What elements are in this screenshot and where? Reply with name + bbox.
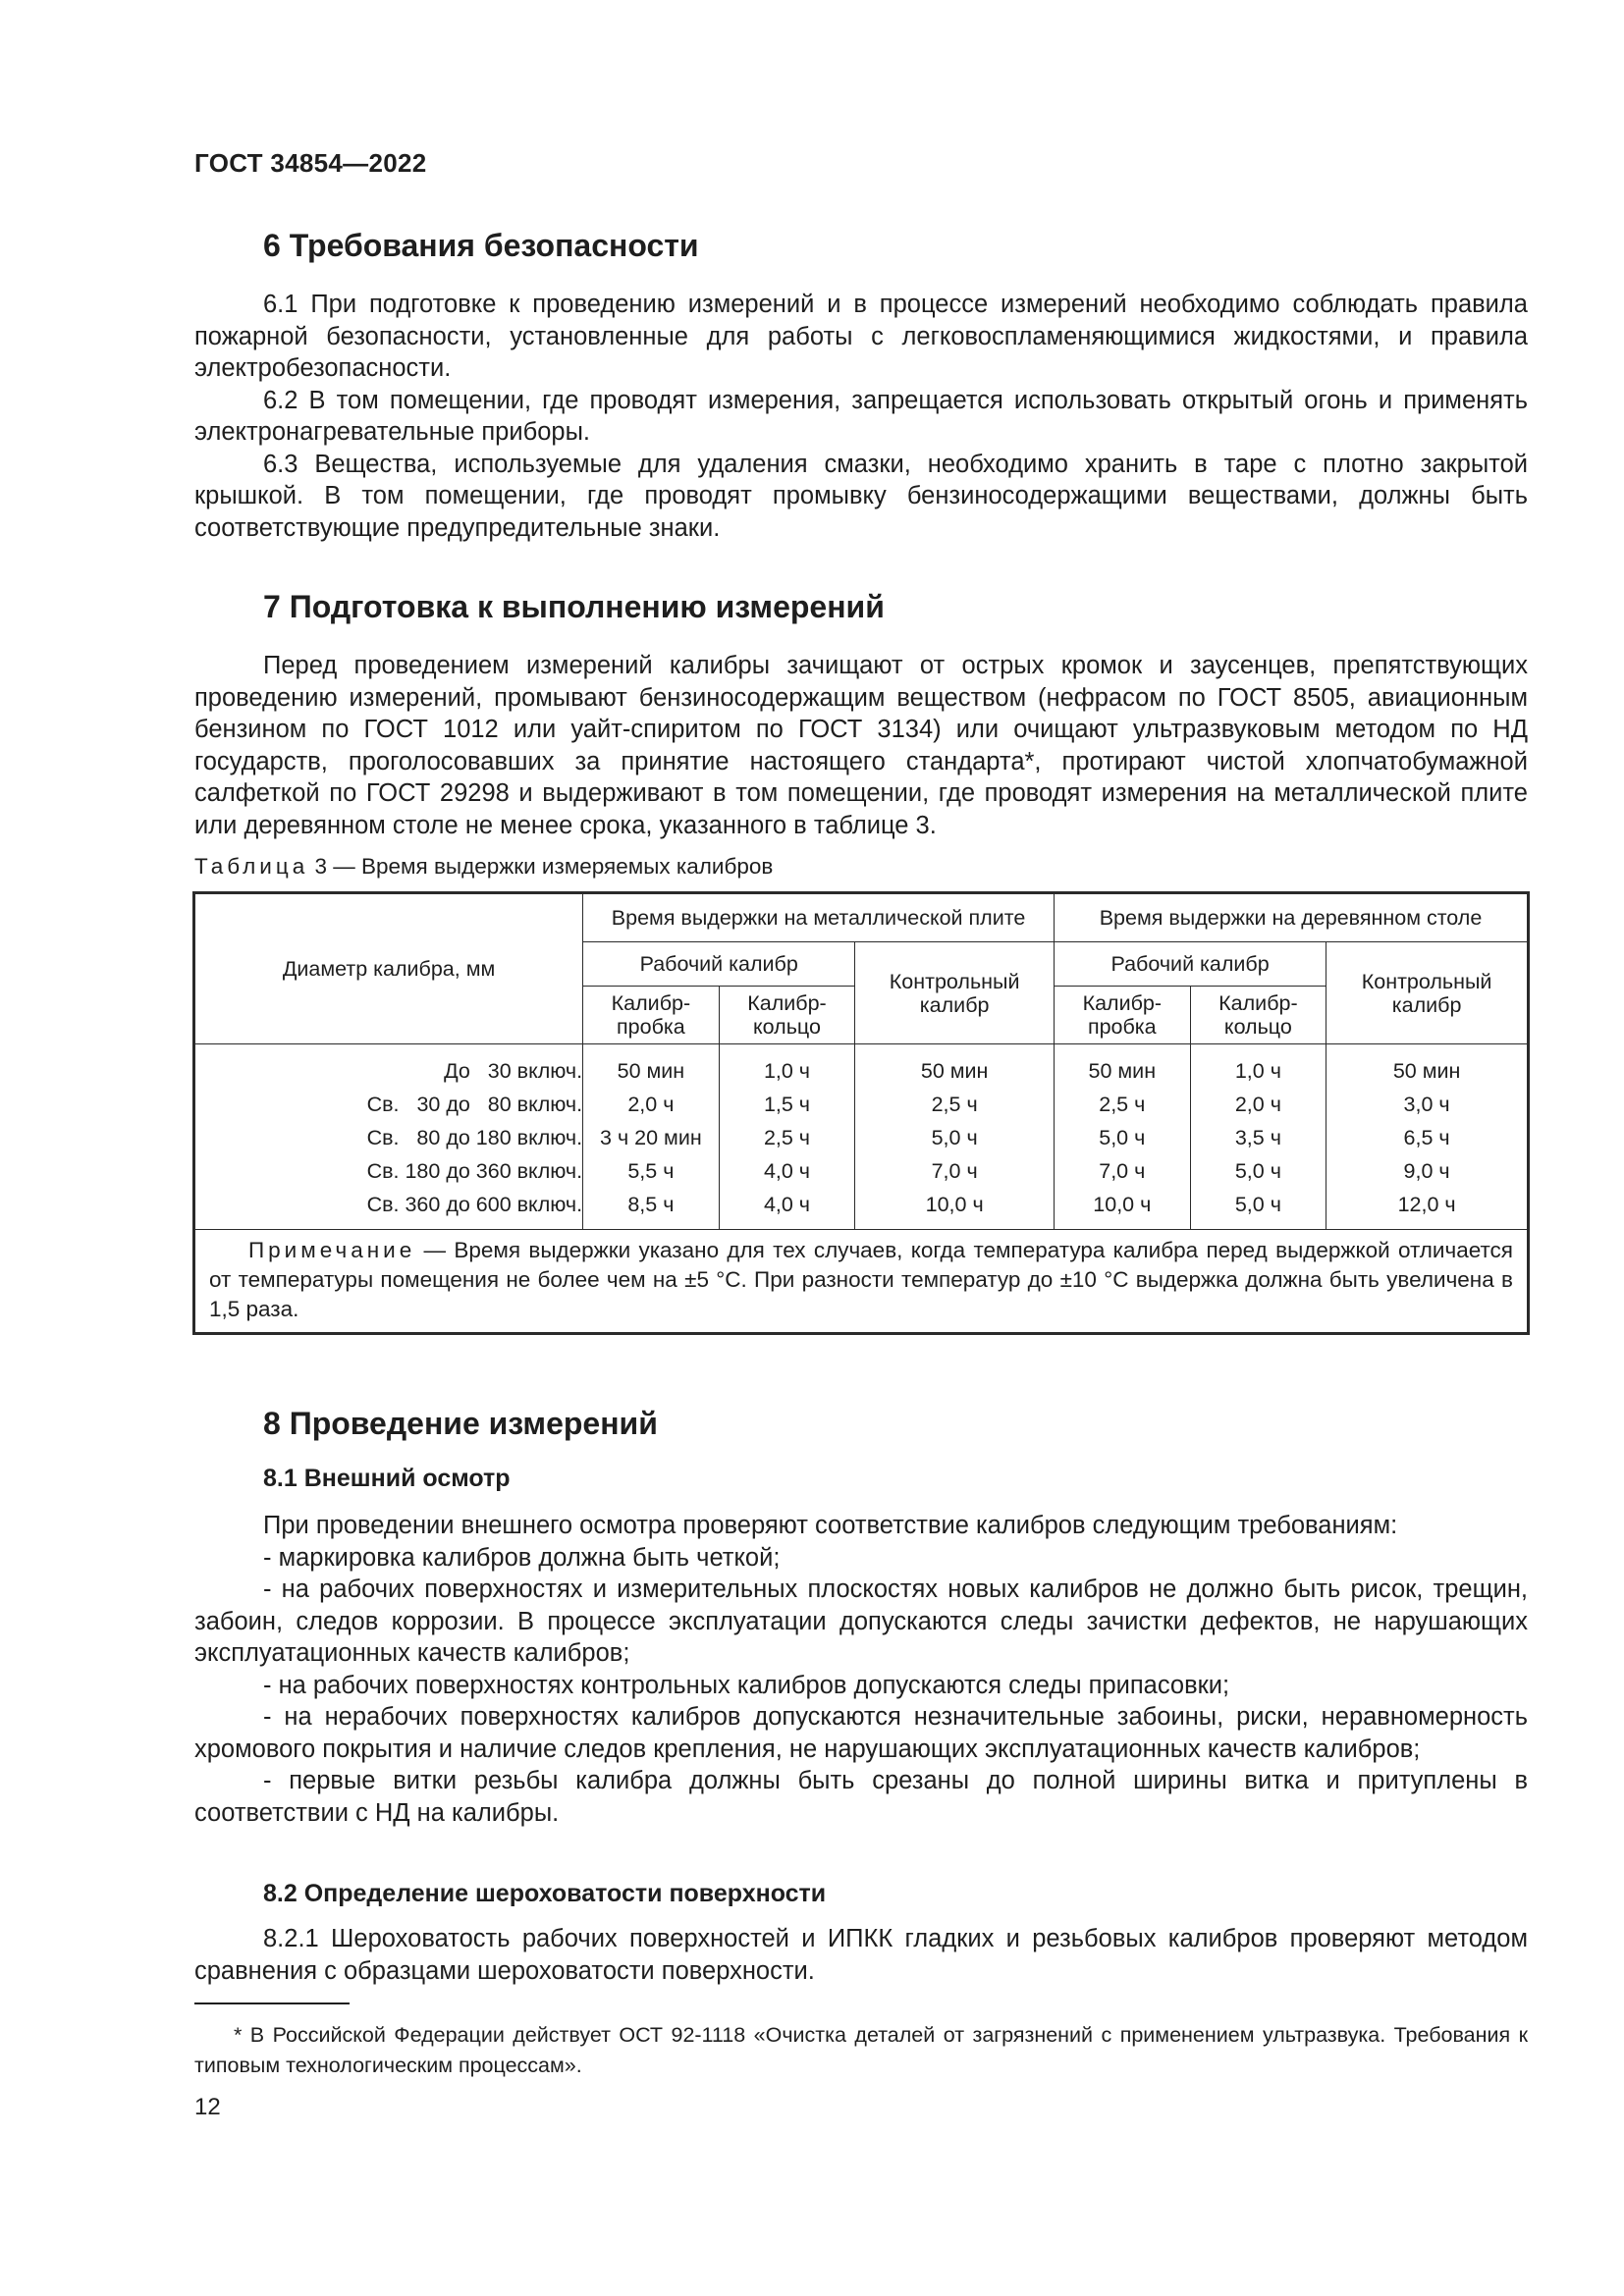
subsection-8-1-title: 8.1 Внешний осмотр <box>263 1465 511 1492</box>
table-3 <box>194 893 1528 1333</box>
footnote <box>194 2020 1528 2081</box>
header-working-gauge-wood: Рабочий калибр <box>1055 942 1326 987</box>
document-code: ГОСТ 34854—2022 <box>194 148 427 178</box>
header-plug-wood: Калибр-пробка <box>1055 987 1191 1044</box>
list-item: - на рабочих поверхностях и измерительных плоскостях новых калибров не должно быть рисок, трещин, забоин, следов коррозии. В процессе эксплуатации допускаются следы зачистки дефектов, не нарушающих эксплуатационных качеств калибров; <box>194 1575 1528 1667</box>
cell-diameter: Св. 30 до 80 включ. <box>195 1088 583 1121</box>
table-row <box>195 1088 1528 1121</box>
paragraph-7: Перед проведением измерений калибры зачищают от острых кромок и заусенцев, препятствующих проведению измерений, промывают бензиносодержащим веществом (нефрасом по ГОСТ 8505, авиационным бензином по ГОСТ 1012 или уайт-спиритом по ГОСТ 3134) или очищают ультразвуковым методом по НД государств, проголосовавших за принятие настоящего стандарта*, протирают чистой хлопчатобумажной салфеткой по ГОСТ 29298 и выдерживают в том помещении, где проводят измерения на металлической плите или деревянном столе не менее срока, указанного в таблице 3. <box>194 652 1528 839</box>
cell-value: 3,5 ч <box>1190 1121 1326 1154</box>
cell-value: 2,0 ч <box>1190 1088 1326 1121</box>
paragraph-6-1: 6.1 При подготовке к проведению измерений и в процессе измерений необходимо соблюдать правила пожарной безопасности, установленные для работы с легковоспламеняющимися жидкостями, и правила электробезопасности. <box>194 291 1528 382</box>
note-text: — Время выдержки указано для тех случаев, когда температура калибра перед выдержкой отличается от температуры помещения не более чем на ±5 °С. При разности температур до ±10 °С выдержка должна быть увеличена в 1,5 раза. <box>209 1238 1513 1321</box>
header-diameter: Диаметр калибра, мм <box>195 894 583 1044</box>
header-ring-metal: Калибр-кольцо <box>719 987 855 1044</box>
subsection-8-1-body <box>194 1510 1528 1829</box>
cell-value: 10,0 ч <box>1055 1188 1191 1230</box>
footnote-separator <box>194 2002 350 2004</box>
table-caption-text: 3 — Время выдержки измеряемых калибров <box>308 854 774 879</box>
cell-value: 3,0 ч <box>1326 1088 1528 1121</box>
cell-diameter: Св. 360 до 600 включ. <box>195 1188 583 1230</box>
cell-value: 50 мин <box>1055 1044 1191 1089</box>
cell-value: 8,5 ч <box>583 1188 720 1230</box>
cell-value: 50 мин <box>855 1044 1055 1089</box>
paragraph-8-2-1: 8.2.1 Шероховатость рабочих поверхностей и ИПКК гладких и резьбовых калибров проверяют методом сравнения с образцами шероховатости поверхности. <box>194 1925 1528 1985</box>
cell-value: 2,0 ч <box>583 1088 720 1121</box>
table-row <box>195 1188 1528 1230</box>
table-row <box>195 1044 1528 1089</box>
cell-value: 5,0 ч <box>1055 1121 1191 1154</box>
cell-value: 3 ч 20 мин <box>583 1121 720 1154</box>
cell-diameter: Св. 180 до 360 включ. <box>195 1154 583 1188</box>
cell-value: 10,0 ч <box>855 1188 1055 1230</box>
header-metal-plate: Время выдержки на металлической плите <box>583 894 1055 942</box>
table-row <box>195 1121 1528 1154</box>
cell-value: 2,5 ч <box>719 1121 855 1154</box>
cell-value: 6,5 ч <box>1326 1121 1528 1154</box>
section-6-body <box>194 289 1528 544</box>
list-item: - на нерабочих поверхностях калибров допускаются незначительные забоины, риски, неравномерность хромового покрытия и наличие следов крепления, не нарушающих эксплуатационных качеств калибров; <box>194 1703 1528 1763</box>
cell-diameter: Св. 80 до 180 включ. <box>195 1121 583 1154</box>
cell-value: 7,0 ч <box>855 1154 1055 1188</box>
cell-value: 5,0 ч <box>1190 1188 1326 1230</box>
cell-value: 1,0 ч <box>719 1044 855 1089</box>
paragraph-6-3: 6.3 Вещества, используемые для удаления смазки, необходимо хранить в таре с плотно закрытой крышкой. В том помещении, где проводят промывку бензиносодержащими веществами, должны быть соответствующие предупредительные знаки. <box>194 450 1528 542</box>
header-control-gauge-wood: Контрольный калибр <box>1326 942 1528 1044</box>
cell-value: 50 мин <box>583 1044 720 1089</box>
subsection-8-2-title: 8.2 Определение шероховатости поверхности <box>263 1880 827 1907</box>
cell-diameter: До 30 включ. <box>195 1044 583 1089</box>
table-note <box>195 1230 1528 1333</box>
section-6-title: 6 Требования безопасности <box>263 228 699 263</box>
list-item: - на рабочих поверхностях контрольных калибров допускаются следы припасовки; <box>263 1671 1230 1699</box>
cell-value: 5,5 ч <box>583 1154 720 1188</box>
cell-value: 50 мин <box>1326 1044 1528 1089</box>
page-number: 12 <box>194 2094 221 2120</box>
table-row <box>195 1154 1528 1188</box>
section-7-body <box>194 650 1528 841</box>
subsection-8-2-body <box>194 1923 1528 1987</box>
header-ring-wood: Калибр-кольцо <box>1190 987 1326 1044</box>
cell-value: 4,0 ч <box>719 1154 855 1188</box>
cell-value: 2,5 ч <box>855 1088 1055 1121</box>
list-item: - первые витки резьбы калибра должны быть срезаны до полной ширины витка и притуплены в соответствии с НД на калибры. <box>194 1767 1528 1827</box>
header-control-gauge-metal: Контрольный калибр <box>855 942 1055 1044</box>
section-8-title: 8 Проведение измерений <box>263 1406 658 1441</box>
cell-value: 1,5 ч <box>719 1088 855 1121</box>
cell-value: 2,5 ч <box>1055 1088 1191 1121</box>
footnote-text: * В Российской Федерации действует ОСТ 92-1118 «Очистка деталей от загрязнений с применением ультразвука. Требования к типовым технологическим процессам». <box>194 2023 1528 2077</box>
cell-value: 12,0 ч <box>1326 1188 1528 1230</box>
paragraph-6-2: 6.2 В том помещении, где проводят измерения, запрещается использовать открытый огонь и применять электронагревательные приборы. <box>194 386 1528 446</box>
cell-value: 9,0 ч <box>1326 1154 1528 1188</box>
cell-value: 5,0 ч <box>855 1121 1055 1154</box>
header-working-gauge-metal: Рабочий калибр <box>583 942 855 987</box>
table-3-caption <box>194 854 773 880</box>
note-word: Примечание <box>248 1238 416 1262</box>
cell-value: 5,0 ч <box>1190 1154 1326 1188</box>
cell-value: 7,0 ч <box>1055 1154 1191 1188</box>
table-caption-word: Таблица <box>194 854 309 879</box>
list-item: - маркировка калибров должна быть четкой; <box>263 1543 781 1572</box>
cell-value: 4,0 ч <box>719 1188 855 1230</box>
cell-value: 1,0 ч <box>1190 1044 1326 1089</box>
paragraph-8-1-intro: При проведении внешнего осмотра проверяют соответствие калибров следующим требованиям: <box>263 1512 1398 1539</box>
section-7-title: 7 Подготовка к выполнению измерений <box>263 589 885 624</box>
header-wooden-table: Время выдержки на деревянном столе <box>1055 894 1528 942</box>
header-plug-metal: Калибр-пробка <box>583 987 720 1044</box>
